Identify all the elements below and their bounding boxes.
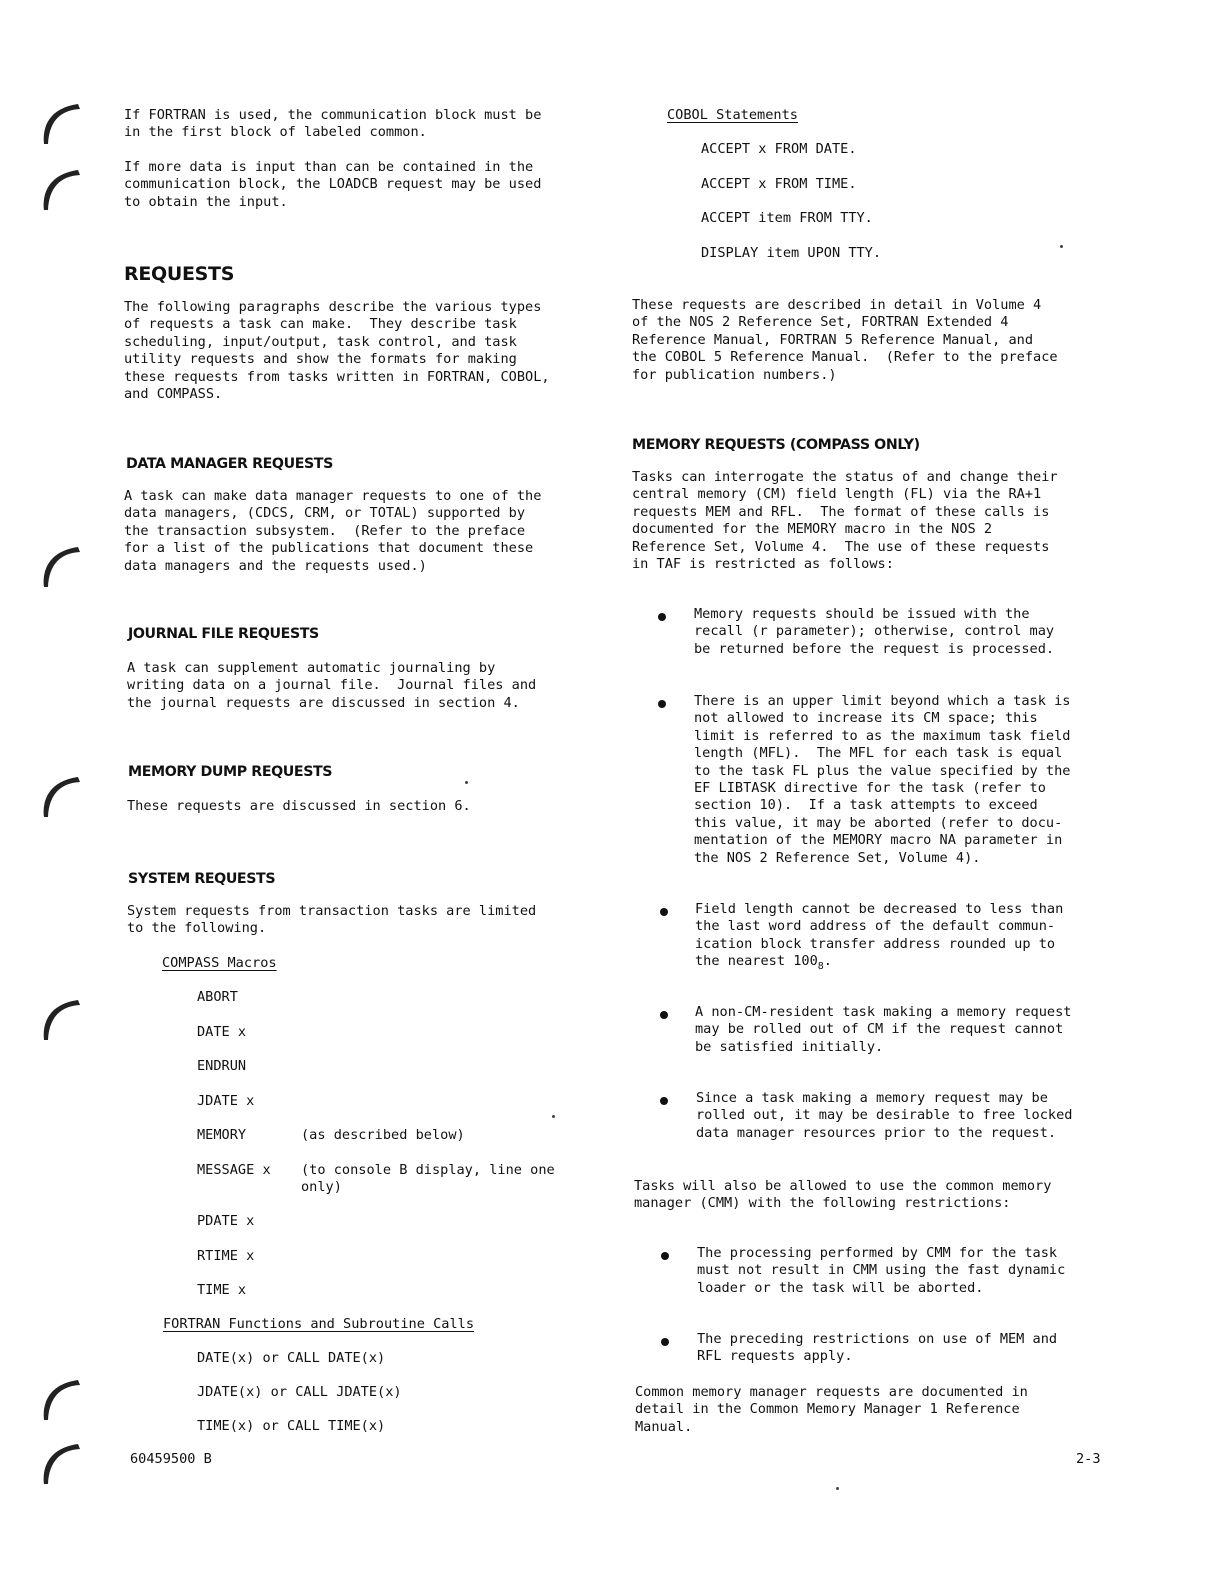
fortran-call: DATE(x) or CALL DATE(x) <box>197 1350 386 1366</box>
compass-macro-description: (to console B display, line one only) <box>301 1162 555 1196</box>
binder-hole-mark <box>40 543 86 589</box>
requests-heading: REQUESTS <box>124 263 235 285</box>
memory-bullet-text: A non-CM-resident task making a memory request may be rolled out of CM if the request cannot be satisfied initially. <box>695 1004 1072 1055</box>
cmm-bullet-text: The processing performed by CMM for the task must not result in CMM using the fast dynamic loader or the task will be aborted. <box>697 1245 1066 1296</box>
scan-speck <box>465 781 468 784</box>
cmm-paragraph: Tasks will also be allowed to use the common memory manager (CMM) with the following restrictions: <box>634 1178 1052 1212</box>
binder-hole-mark <box>40 1376 86 1422</box>
memory-bullet-text: Since a task making a memory request may be rolled out, it may be desirable to free locked data manager resources prior to the request. <box>696 1090 1073 1141</box>
cmm-bullet-text: The preceding restrictions on use of MEM and RFL requests apply. <box>697 1331 1058 1365</box>
memory-dump-heading: MEMORY DUMP REQUESTS <box>128 764 333 780</box>
scan-speck <box>1060 245 1063 248</box>
intro-paragraph-2: If more data is input than can be contained in the communication block, the LOADCB request may be used to obtain the input. <box>124 159 542 210</box>
bullet-dot <box>660 908 668 916</box>
closing-paragraph: Common memory manager requests are documented in detail in the Common Memory Manager 1 Reference Manual. <box>635 1384 1028 1435</box>
compass-macro-name: MESSAGE x <box>197 1162 271 1178</box>
compass-macro-name: DATE x <box>197 1024 247 1040</box>
binder-hole-mark <box>40 100 86 146</box>
memory-bullet-text: Memory requests should be issued with the recall (r parameter); otherwise, control may be returned before the request is processed. <box>694 606 1055 657</box>
bullet-dot <box>660 1011 668 1019</box>
journal-heading: JOURNAL FILE REQUESTS <box>128 626 319 642</box>
sentence-period: . <box>823 953 832 970</box>
data-manager-paragraph: A task can make data manager requests to one of the data managers, (CDCS, CRM, or TOTAL) supported by the transaction subsystem. (Refer to the preface for a list of the publications that document these data managers and the requests used.) <box>124 488 542 574</box>
system-heading: SYSTEM REQUESTS <box>128 871 276 887</box>
bullet-dot <box>658 613 666 621</box>
binder-hole-mark <box>40 1440 86 1486</box>
memory-bullet-field-length <box>695 901 1063 976</box>
journal-paragraph: A task can supplement automatic journaling by writing data on a journal file. Journal files and the journal requests are discussed in section 4. <box>127 660 537 711</box>
bullet-dot <box>661 1252 669 1260</box>
memory-requests-paragraph: Tasks can interrogate the status of and change their central memory (CM) field length (FL) via the RA+1 requests MEM and RFL. The format of these calls is documented for the MEMORY macro in the NOS 2 Reference Set, Volume 4. The use of these requests in TAF is restricted as follows: <box>632 469 1058 573</box>
requests-paragraph: The following paragraphs describe the various types of requests a task can make. They describe task scheduling, input/output, task control, and task utility requests and show the formats for making these requests from tasks written in FORTRAN, COBOL, and COMPASS. <box>124 299 550 403</box>
binder-hole-mark <box>40 166 86 212</box>
cobol-statement: ACCEPT x FROM TIME. <box>701 176 857 192</box>
compass-macro-name: RTIME x <box>197 1248 255 1264</box>
fortran-call: JDATE(x) or CALL JDATE(x) <box>197 1384 402 1400</box>
octal-subscript: 8 <box>817 961 824 973</box>
compass-macro-description: (as described below) <box>301 1127 465 1143</box>
scan-speck <box>836 1487 839 1490</box>
reference-paragraph: These requests are described in detail in Volume 4 of the NOS 2 Reference Set, FORTRAN Extended 4 Reference Manual, FORTRAN 5 Reference Manual, and the COBOL 5 Reference Manual. (Refer to the preface for publication numbers.) <box>632 297 1058 383</box>
cobol-statement: ACCEPT item FROM TTY. <box>701 210 873 226</box>
compass-macro-name: PDATE x <box>197 1213 255 1229</box>
cobol-statement: DISPLAY item UPON TTY. <box>701 245 882 261</box>
fortran-call: TIME(x) or CALL TIME(x) <box>197 1418 386 1434</box>
compass-macro-name: TIME x <box>197 1282 247 1298</box>
bullet-dot <box>658 700 666 708</box>
document-number: 60459500 B <box>130 1451 212 1467</box>
binder-hole-mark <box>40 773 86 819</box>
data-manager-heading: DATA MANAGER REQUESTS <box>126 456 333 472</box>
binder-hole-mark <box>40 996 86 1042</box>
compass-macro-name: ENDRUN <box>197 1058 247 1074</box>
intro-paragraph-1: If FORTRAN is used, the communication block must be in the first block of labeled common. <box>124 107 542 141</box>
system-paragraph: System requests from transaction tasks are limited to the following. <box>127 903 537 937</box>
compass-macros-label: COMPASS Macros <box>162 955 277 971</box>
compass-macro-name: JDATE x <box>197 1093 255 1109</box>
cobol-statements-label: COBOL Statements <box>667 107 798 123</box>
memory-bullet-text: Field length cannot be decreased to less than the last word address of the default commun- ication block transfer address rounded up to the nearest 100 <box>695 901 1064 970</box>
bullet-dot <box>660 1097 668 1105</box>
memory-dump-paragraph: These requests are discussed in section 6. <box>127 798 471 814</box>
fortran-functions-label: FORTRAN Functions and Subroutine Calls <box>163 1316 474 1332</box>
scan-speck <box>552 1115 555 1118</box>
cobol-statement: ACCEPT x FROM DATE. <box>701 141 857 157</box>
memory-bullet-text: There is an upper limit beyond which a task is not allowed to increase its CM space; this limit is referred to as the maximum task field length (MFL). The MFL for each task is equal to the task FL plus the value specified by the EF LIBTASK directive for the task (refer to section 10). If a task attempts to exceed this value, it may be aborted (refer to docu- mentation of the MEMORY macro NA parameter in the NOS 2 Reference Set, Volume 4). <box>694 693 1071 866</box>
page-number: 2-3 <box>1076 1451 1101 1467</box>
compass-macro-name: MEMORY <box>197 1127 247 1143</box>
compass-macro-name: ABORT <box>197 989 238 1005</box>
memory-requests-heading: MEMORY REQUESTS (COMPASS ONLY) <box>632 437 920 453</box>
bullet-dot <box>661 1338 669 1346</box>
